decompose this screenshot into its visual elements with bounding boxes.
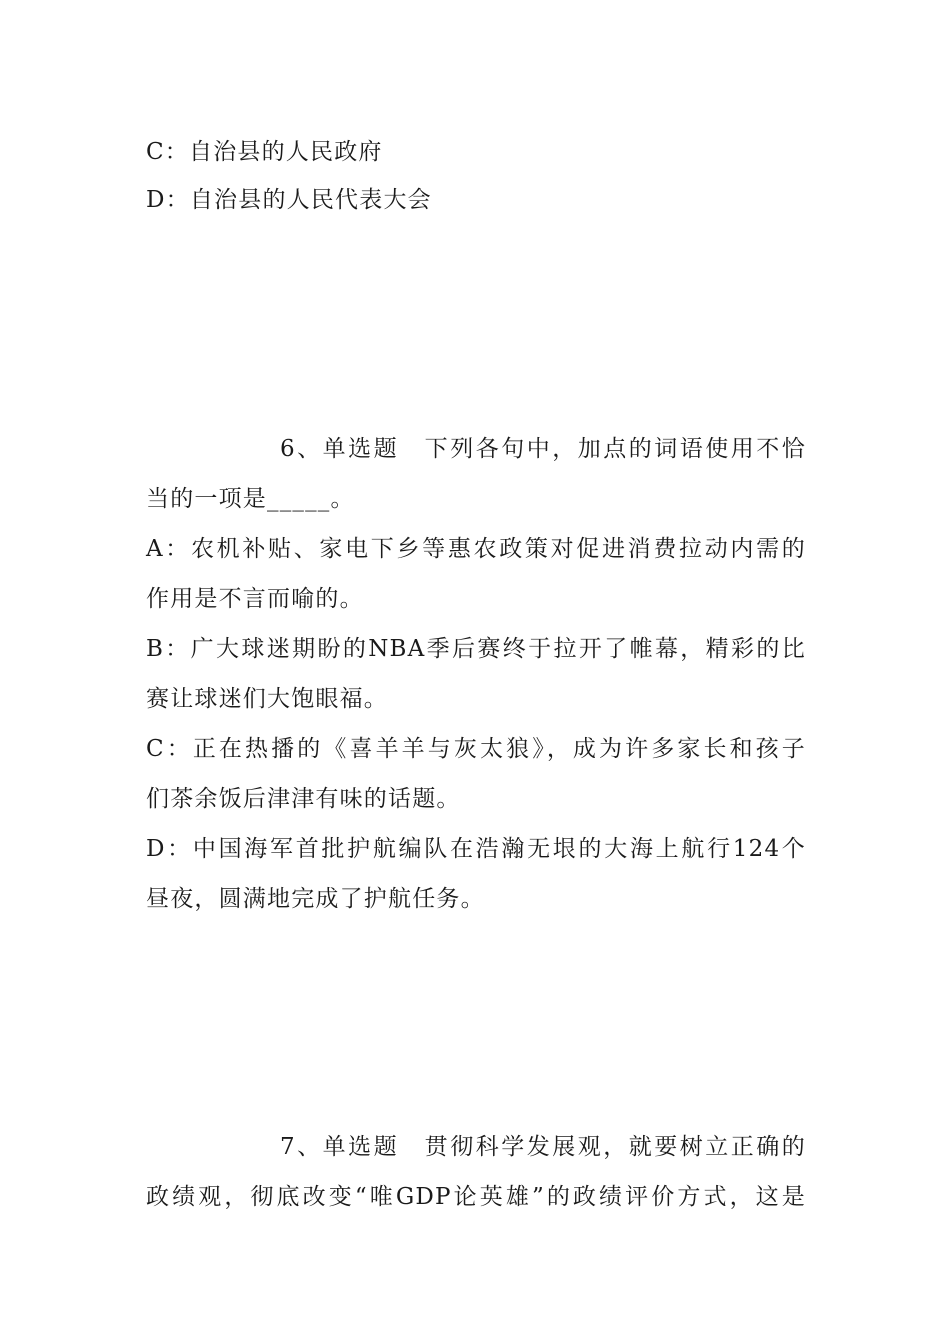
q6-option-d-line2: 昼夜，圆满地完成了护航任务。 xyxy=(146,886,485,912)
q5-option-c: C：自治县的人民政府 xyxy=(146,139,383,165)
q7-stem-line1: 7、单选题 贯彻科学发展观，就要树立正确的 xyxy=(280,1134,806,1160)
q6-stem-line1: 6、单选题 下列各句中，加点的词语使用不恰 xyxy=(280,436,806,462)
q6-option-b-line1: B：广大球迷期盼的NBA季后赛终于拉开了帷幕，精彩的比 xyxy=(146,636,806,662)
q7-stem-line2: 政绩观，彻底改变“唯GDP论英雄”的政绩评价方式，这是 xyxy=(146,1184,806,1210)
q6-stem-line2: 当的一项是_____。 xyxy=(146,486,355,512)
q6-option-c-line2: 们茶余饭后津津有味的话题。 xyxy=(146,786,461,812)
q6-option-a-line1: A：农机补贴、家电下乡等惠农政策对促进消费拉动内需的 xyxy=(146,536,806,562)
q5-option-d: D：自治县的人民代表大会 xyxy=(146,187,432,213)
q6-option-d-line1: D：中国海军首批护航编队在浩瀚无垠的大海上航行124个 xyxy=(146,836,806,862)
q6-option-c-line1: C：正在热播的《喜羊羊与灰太狼》，成为许多家长和孩子 xyxy=(146,736,806,762)
q6-option-b-line2: 赛让球迷们大饱眼福。 xyxy=(146,686,388,712)
q6-option-a-line2: 作用是不言而喻的。 xyxy=(146,586,364,612)
